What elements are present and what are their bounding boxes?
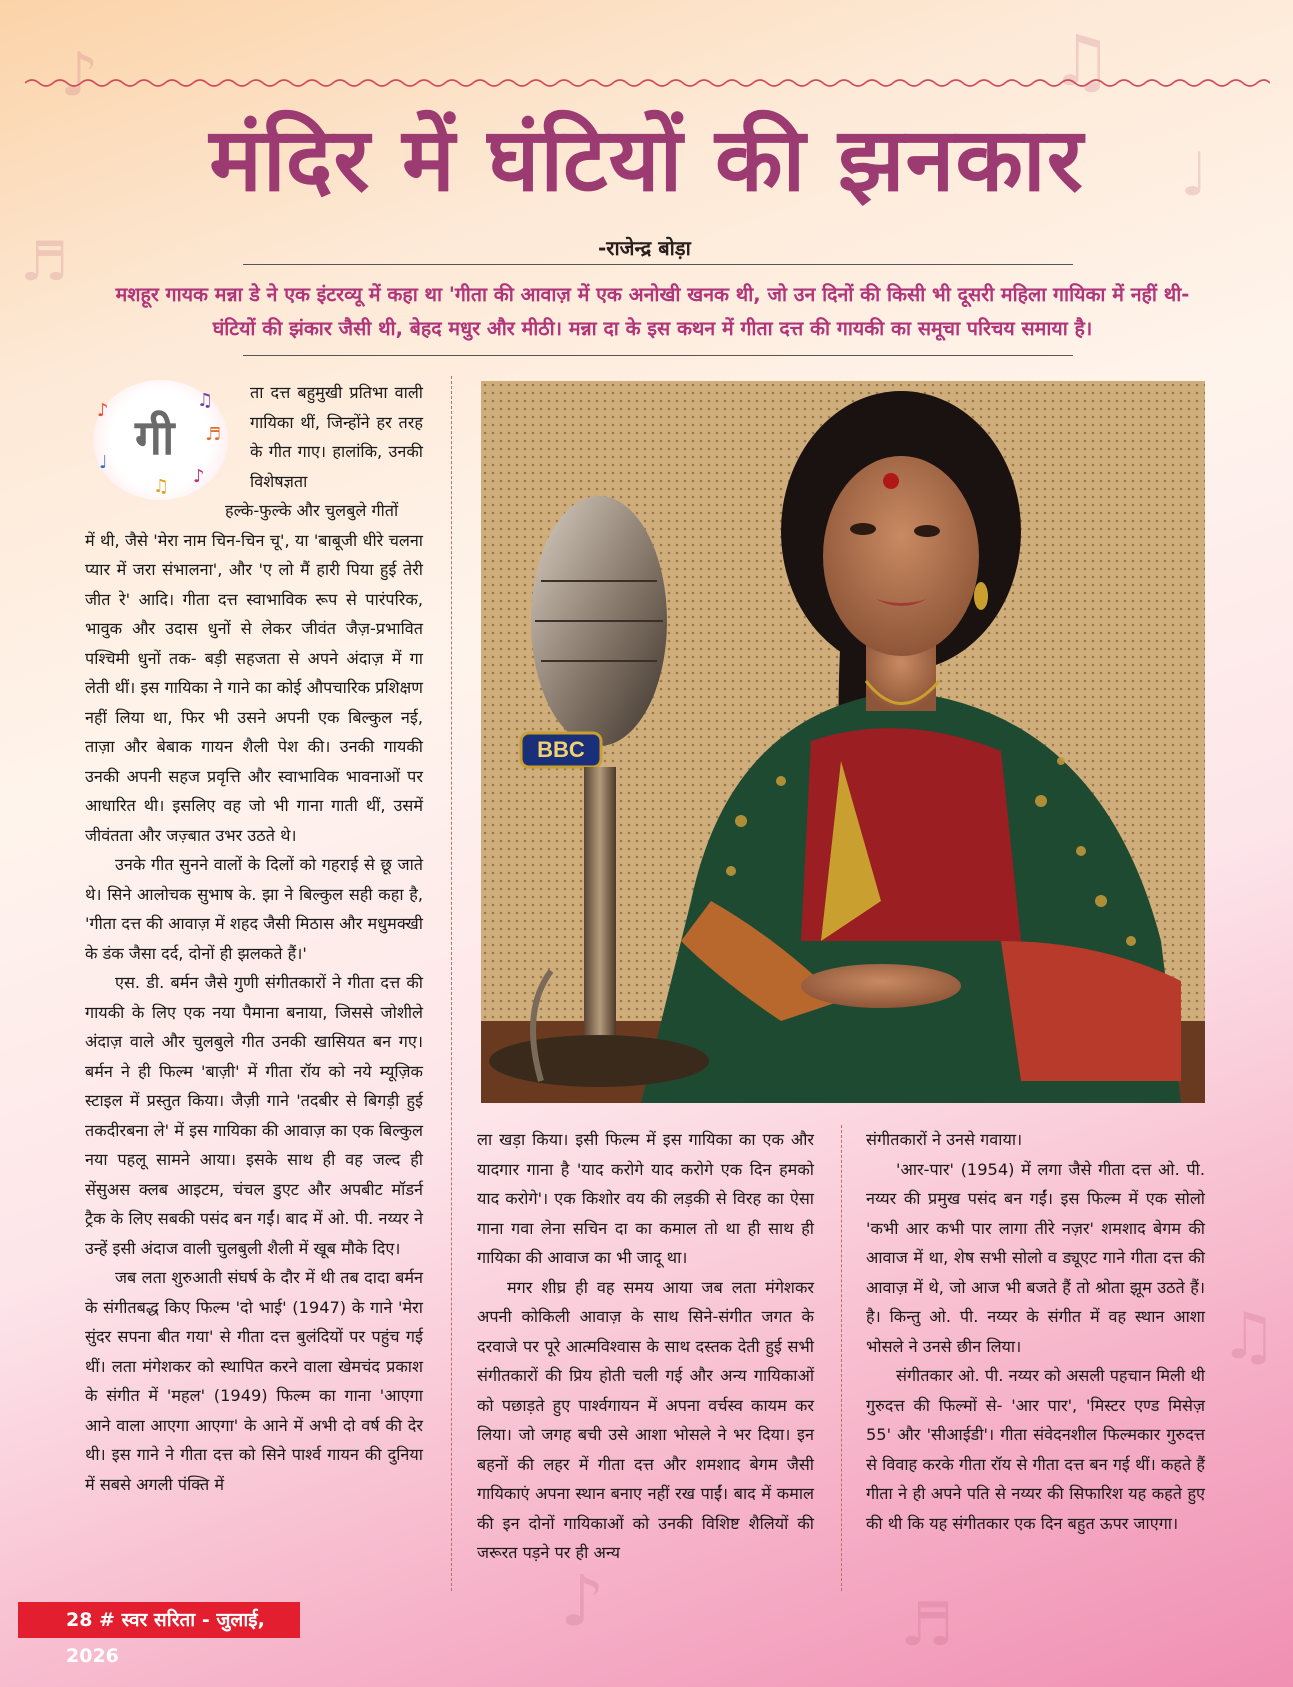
paragraph-lead: ता दत्त बहुमुखी प्रतिभा वाली गायिका थीं, जिन्होंने हर तरह के गीत गाए। हालांकि, उनकी विशेषज्ञता [250,383,423,491]
article-title: मंदिर में घंटियों की झनकार [209,108,1084,211]
paragraph-lead-2: हल्के-फुल्के और चुलबुले गीतों [225,501,399,520]
divider [243,355,1073,356]
music-note-icon: ♪ [560,1560,605,1642]
music-note-icon: ♩ [99,452,108,473]
music-note-icon: ♪ [193,466,205,487]
paragraph: संगीतकारों ने उनसे गवाया। [866,1130,1023,1149]
paragraph: एस. डी. बर्मन जैसे गुणी संगीतकारों ने गीता दत्त की गायकी के लिए एक नया पैमाना बनाया, जिससे जोशीले अंदाज़ वाले और चुलबुले गीत उनकी खासियत बन गए। बर्मन ने ही फिल्म 'बाज़ी' में गीता रॉय को नये म्यूज़िक स्टाइल में प्रस्तुत किया। जैज़ी गाने 'तदबीर से बिगड़ी हुई तकदीरबना ले' में इस गायिका की आवाज़ का एक बिल्कुल नया पहलू सामने आया। इसके साथ ही वह जल्द ही सेंसुअस क्लब आइटम, चंचल डुएट और अपबीट मॉडर्न ट्रैक के लिए सबकी पसंद बन गईं। बाद में ओ. पी. नय्यर ने उन्हें इसी अंदाज वाली चुलबुली शैली में खूब मौके दिए। [85,973,423,1258]
divider [243,264,1073,265]
music-note-icon: ♪ [97,400,109,421]
page-footer: 28 # स्वर सरिता - जुलाई, 2026 [18,1602,300,1638]
music-note-icon: ♫ [197,390,214,411]
singer-photo [481,381,1205,1103]
paragraph: उनके गीत सुनने वालों के दिलों को गहराई से छू जाते थे। सिने आलोचक सुभाष के. झा ने बिल्कुल सही कहा है, 'गीता दत्त की आवाज़ में शहद जैसी मिठास और मधुमक्खी के डंक जैसा दर्द, दोनों ही झलकते हैं।' [85,855,423,963]
music-note-icon: ♫ [153,476,170,497]
decorative-wave-line [25,77,1270,89]
paragraph: मगर शीघ्र ही वह समय आया जब लता मंगेशकर अपनी कोकिली आवाज़ के साथ सिने-संगीत जगत के दरवाजे पर पूरे आत्मविश्वास के साथ दस्तक देती हुई सभी संगीतकारों की प्रिय होती चली गई और अन्य गायिकाओं को पछाड़ते हुए पार्श्वगायन में अपना वर्चस्व कायम कर लिया। जो जगह बची उसे आशा भोसले ने भर दिया। इन बहनों की लहर में गीता दत्त और शमशाद बेगम जैसी गायिकाएं अपना स्थान बनाए नहीं रख पाईं। बाद में कमाल की इन दोनों गायिकाओं को उनकी विशिष्ट शैलियों की जरूरत पड़ने पर ही अन्य [477,1277,814,1562]
mic-badge-text: BBC [537,737,585,762]
paragraph: संगीतकार ओ. पी. नय्यर को असली पहचान मिली थी गुरुदत्त की फिल्मों से- 'आर पार', 'मिस्टर एण्ड मिसेज़ 55' और 'सीआईडी'। गीता संवेदनशील फिल्मकार गुरुदत्त से विवाह करके गीता रॉय से गीता दत्त बन गई थीं। कहते हैं गीता ने ही अपने पति से नय्यर की सिफारिश यह कहते हुए की थी कि यह संगीतकार एक दिन बहुत ऊपर जाएगा। [866,1366,1205,1533]
column-divider [451,376,453,1591]
paragraph: जब लता शुरुआती संघर्ष के दौर में थी तब दादा बर्मन के संगीतबद्ध किए फिल्म 'दो भाई' (1947) के गाने 'मेरा सुंदर सपना बीत गया' से गीता दत्त बुलंदियों पर पहुंच गई थीं। लता मंगेशकर को स्थापित करने वाला खेमचंद प्रकाश के संगीत में 'महल' (1949) फिल्म का गाना 'आएगा आने वाला आएगा आएगा' के आने में अभी दो वर्ष की देर थी। इस गाने ने गीता दत्त को सिने पार्श्व गायन की दुनिया में सबसे अगली पंक्ति में [85,1268,423,1494]
paragraph: 'आर-पार' (1954) में लगा जैसे गीता दत्त ओ. पी. नय्यर की प्रमुख पसंद बन गईं। इस फिल्म में एक सोलो 'कभी आर कभी पार लागा तीरे नज़र' शमशाद बेगम की आवाज में था, शेष सभी सोलो व ड्यूएट गाने गीता दत्त की आवाज़ में थे, जो आज भी बजते हैं तो श्रोता झूम उठते हैं। है। किन्तु ओ. पी. नय्यर के संगीत में वह स्थान आशा भोसले ने उनसे छीन लिया। [866,1159,1205,1356]
music-note-icon: ♫ [1050,20,1113,102]
music-note-icon: ♬ [20,230,69,293]
music-note-icon: ♩ [1180,140,1209,210]
music-note-icon: ♬ [900,1590,954,1660]
paragraph: ला खड़ा किया। इसी फिल्म में इस गायिका का एक और यादगार गाना है 'याद करोगे याद करोगे एक दिन हमको याद करोगे'। एक किशोर वय की लड़की से विरह का ऐसा गाना गवा लेना सचिन दा का कमाल तो था ही साथ ही गायिका की आवाज का भी जादू था। [477,1130,814,1267]
dropcap-letter: गी [135,410,175,466]
music-note-icon: ♬ [205,424,222,445]
article-author: -राजेन्द्र बोड़ा [598,236,691,260]
article-intro: मशहूर गायक मन्ना डे ने एक इंटरव्यू में कहा था 'गीता की आवाज़ में एक अनोखी खनक थी, जो उन दिनों की किसी भी दूसरी महिला गायिका में नहीं थी- घंटियों की झंकार जैसी थी, बेहद मधुर और मीठी। मन्ना दा के इस कथन में गीता दत्त की गायकी का समूचा परिचय समाया है। [115,283,1190,340]
paragraph: में थी, जैसे 'मेरा नाम चिन-चिन चू', या 'बाबूजी धीरे चलना प्यार में जरा संभालना', और 'ए लो मैं हारी पिया हुई तेरी जीत रे' आदि। गीता दत्त स्वाभाविक रूप से पारंपरिक, भावुक और उदास धुनों से लेकर जीवंत जैज़-प्रभावित पश्चिमी धुनों तक- बड़ी सहजता से अपने अंदाज़ में गा लेती थीं। इस गायिका ने गाने का कोई औपचारिक प्रशिक्षण नहीं लिया था, फिर भी उसने अपनी एक बिल्कुल नई, ताज़ा और बेबाक गायन शैली पेश की। उनकी गायकी उनकी अपनी सहज प्रवृत्ति और स्वाभाविक भावनाओं पर आधारित थी। इसलिए वह जो भी गाना गाती थीं, उसमें जीवंतता और जज़्बात उभर उठते थे। [85,530,423,845]
column-2 [477,1125,814,1568]
column-divider [841,1125,843,1591]
music-note-icon: ♪ [60,40,99,110]
column-3 [866,1125,1205,1538]
column-1 [85,378,423,1499]
music-note-icon: ♫ [1220,1300,1278,1374]
